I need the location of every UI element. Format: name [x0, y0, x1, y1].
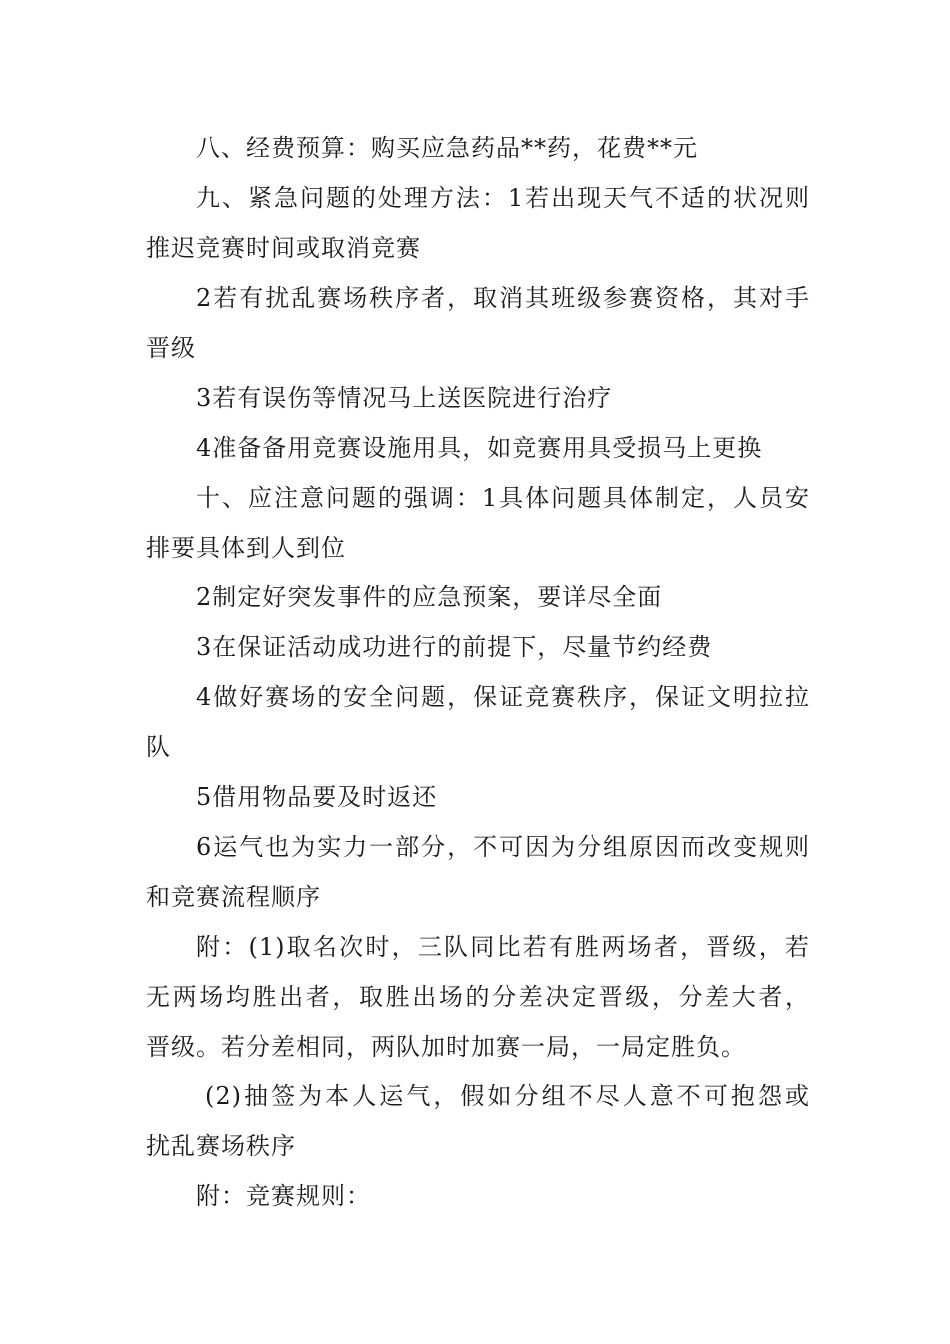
emergency-handling-line-1: 九、紧急问题的处理方法：1若出现天气不适的状况则 [196, 184, 810, 212]
attention-heading-line-1: 十、应注意问题的强调：1具体问题具体制定，人员安 [196, 484, 810, 512]
attention-heading-line-2: 排要具体到人到位 [146, 534, 346, 562]
appendix-1-line-1: 附：(1)取名次时，三队同比若有胜两场者，晋级，若 [196, 933, 810, 961]
emergency-item-2-line-1: 2若有扰乱赛场秩序者，取消其班级参赛资格，其对手 [196, 284, 810, 312]
rules-heading: 附：竞赛规则： [196, 1182, 371, 1210]
appendix-1-line-2: 无两场均胜出者，取胜出场的分差决定晋级，分差大者， [146, 983, 810, 1011]
attention-item-6-line-1: 6运气也为实力一部分，不可因为分组原因而改变规则 [196, 833, 810, 861]
appendix-2-line-1: (2)抽签为本人运气，假如分组不尽人意不可抱怨或 [205, 1082, 810, 1110]
emergency-item-2-line-2: 晋级 [146, 334, 196, 362]
appendix-2-line-2: 扰乱赛场秩序 [146, 1132, 296, 1160]
attention-item-4-line-1: 4做好赛场的安全问题，保证竞赛秩序，保证文明拉拉 [196, 683, 810, 711]
appendix-1-line-3: 晋级。若分差相同，两队加时加赛一局，一局定胜负。 [146, 1033, 746, 1061]
attention-item-2: 2制定好突发事件的应急预案，要详尽全面 [196, 583, 663, 611]
budget-line: 八、经费预算：购买应急药品**药，花费**元 [196, 134, 698, 162]
attention-item-3: 3在保证活动成功进行的前提下，尽量节约经费 [196, 633, 713, 661]
attention-item-6-line-2: 和竞赛流程顺序 [146, 883, 321, 911]
attention-item-4-line-2: 队 [146, 733, 171, 761]
emergency-handling-line-2: 推迟竞赛时间或取消竞赛 [146, 234, 421, 262]
emergency-item-3: 3若有误伤等情况马上送医院进行治疗 [196, 384, 613, 412]
attention-item-5: 5借用物品要及时返还 [196, 783, 438, 811]
emergency-item-4: 4准备备用竞赛设施用具，如竞赛用具受损马上更换 [196, 434, 763, 462]
